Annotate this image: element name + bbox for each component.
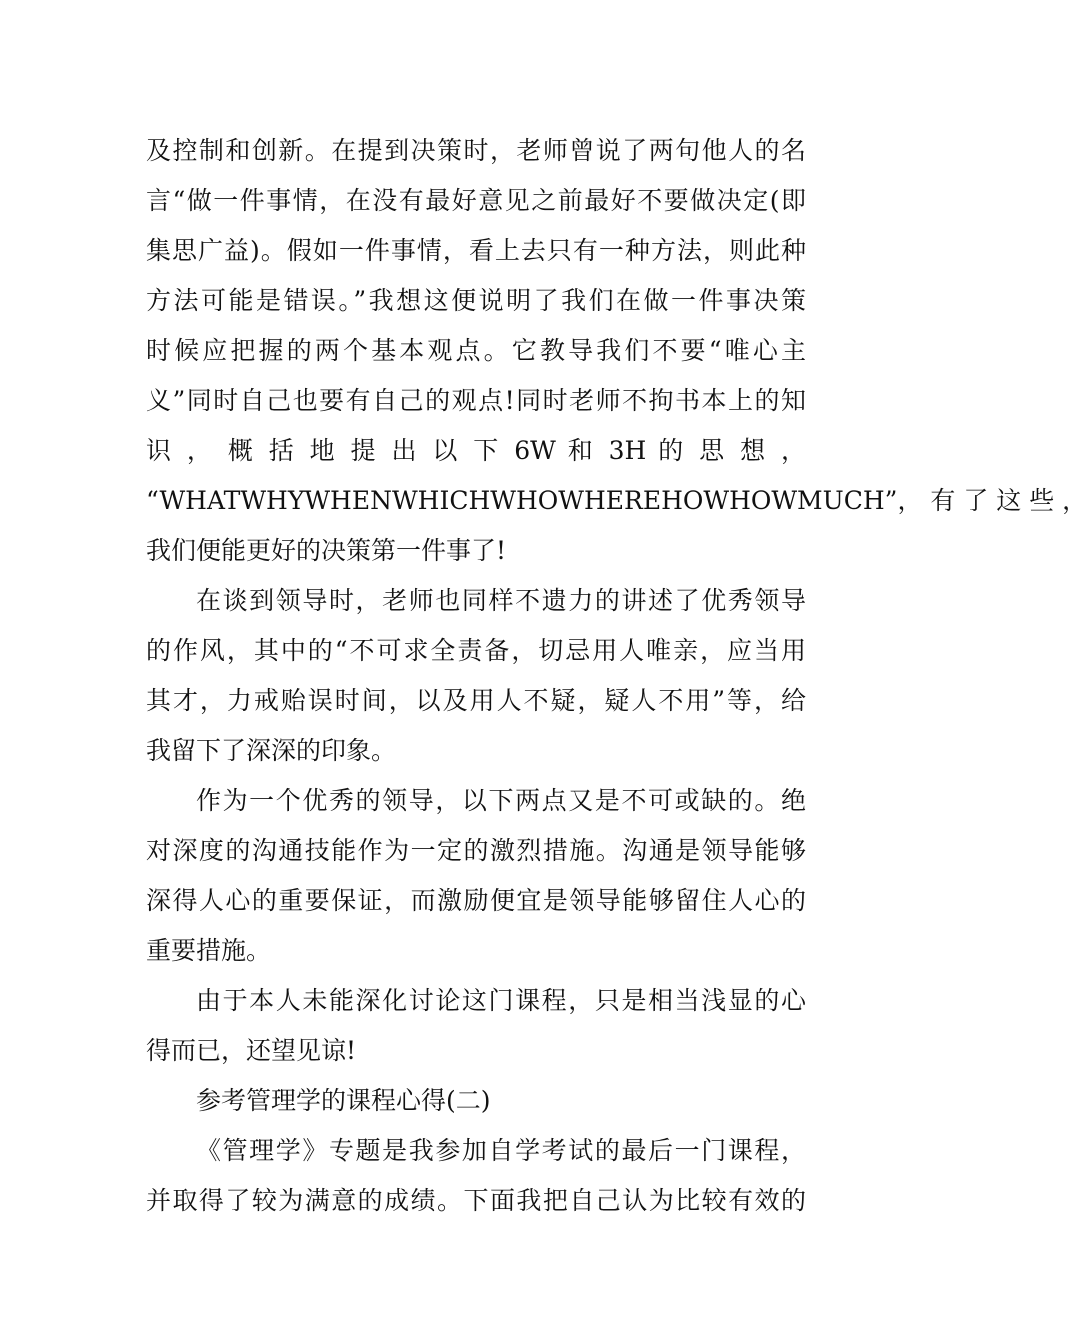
text-line: 义”同时自己也要有自己的观点!同时老师不拘书本上的知 — [146, 386, 806, 415]
text-line: 得而已，还望见谅! — [146, 1036, 357, 1065]
text-line: 并取得了较为满意的成绩。下面我把自己认为比较有效的 — [146, 1186, 806, 1215]
text-line: 识 ， 概 括 地 提 出 以 下 6W 和 3H 的 思 想 ， — [146, 436, 806, 465]
text-line: 及控制和创新。在提到决策时，老师曾说了两句他人的名 — [146, 136, 806, 165]
text-line: “WHATWHYWHENWHICHWHOWHEREHOWHOWMUCH”， 有 了 这 些 ， — [146, 486, 1087, 515]
paragraph-first-line: 由于本人未能深化讨论这门课程，只是相当浅显的心 — [196, 986, 806, 1015]
text-line: 我们便能更好的决策第一件事了! — [146, 536, 507, 565]
text-line: 对深度的沟通技能作为一定的激烈措施。沟通是领导能够 — [146, 836, 806, 865]
text-line: 集思广益)。假如一件事情，看上去只有一种方法，则此种 — [146, 236, 806, 265]
section-heading: 参考管理学的课程心得(二) — [196, 1086, 491, 1115]
text-line: 时候应把握的两个基本观点。它教导我们不要“唯心主 — [146, 336, 806, 365]
text-line: 我留下了深深的印象。 — [146, 736, 397, 765]
text-line: 方法可能是错误。”我想这便说明了我们在做一件事决策 — [146, 286, 806, 315]
text-line: 深得人心的重要保证，而激励便宜是领导能够留住人心的 — [146, 886, 806, 915]
text-line: 其才，力戒贻误时间，以及用人不疑，疑人不用”等，给 — [146, 686, 806, 715]
body-text — [146, 126, 1087, 1226]
text-line: 的作风，其中的“不可求全责备，切忌用人唯亲，应当用 — [146, 636, 806, 665]
text-line: 言“做一件事情，在没有最好意见之前最好不要做决定(即 — [146, 186, 806, 215]
paragraph-first-line: 作为一个优秀的领导，以下两点又是不可或缺的。绝 — [196, 786, 806, 815]
text-line: 重要措施。 — [146, 936, 272, 965]
paragraph-first-line: 在谈到领导时，老师也同样不遗力的讲述了优秀领导 — [196, 586, 806, 615]
paragraph-first-line: 《管理学》专题是我参加自学考试的最后一门课程， — [196, 1136, 806, 1165]
